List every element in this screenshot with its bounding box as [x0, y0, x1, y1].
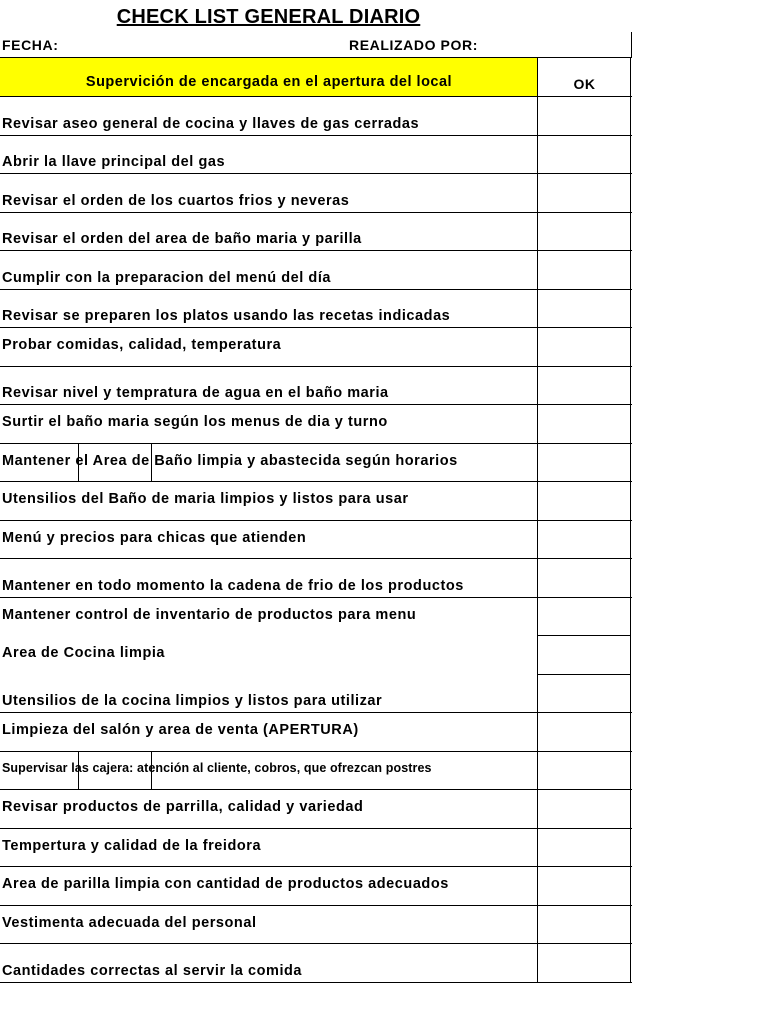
ok-checkbox-cell[interactable] — [538, 521, 631, 559]
table-row — [0, 97, 632, 136]
table-row — [0, 675, 632, 714]
ok-checkbox-cell[interactable] — [538, 174, 631, 212]
ok-checkbox-cell[interactable] — [538, 251, 631, 289]
task-text: Revisar el orden del area de baño maria y parilla — [2, 231, 362, 247]
ok-header-cell — [538, 58, 631, 96]
ok-checkbox-cell[interactable] — [538, 598, 631, 637]
task-text: Revisar aseo general de cocina y llaves de gas cerradas — [2, 115, 420, 132]
checklist-table — [0, 57, 632, 983]
task-text: Vestimenta adecuada del personal — [2, 914, 257, 931]
ok-checkbox-cell[interactable] — [538, 790, 631, 828]
task-text: Revisar se preparen los platos usando las recetas indicadas — [2, 308, 451, 324]
ok-checkbox-cell[interactable] — [538, 713, 631, 751]
table-row — [0, 944, 632, 983]
table-row — [0, 867, 632, 906]
ok-checkbox-cell[interactable] — [538, 636, 631, 675]
realizado-por-label: REALIZADO POR: — [349, 37, 478, 53]
task-text: Area de Cocina limpia — [2, 645, 166, 661]
table-row — [0, 136, 632, 175]
ok-checkbox-cell[interactable] — [538, 367, 631, 405]
ok-checkbox-cell[interactable] — [538, 675, 631, 713]
task-text: Limpieza del salón y area de venta (APERTURA) — [2, 722, 359, 738]
section-header: Supervición de encargada en el apertura del local — [85, 74, 453, 90]
task-text: Supervisar las cajera: atención al cliente, cobros, que ofrezcan postres — [2, 760, 432, 775]
task-text: Revisar productos de parrilla, calidad y variedad — [2, 799, 364, 815]
ok-checkbox-cell[interactable] — [538, 328, 631, 366]
ok-checkbox-cell[interactable] — [538, 213, 631, 251]
task-text: Menú y precios para chicas que atienden — [2, 529, 307, 546]
table-row — [0, 367, 632, 406]
ok-header: OK — [573, 76, 596, 92]
ok-checkbox-cell[interactable] — [538, 444, 631, 482]
ok-checkbox-cell[interactable] — [538, 867, 631, 905]
task-text: Revisar el orden de los cuartos frios y neveras — [2, 192, 350, 209]
ok-checkbox-cell[interactable] — [538, 944, 631, 982]
table-row — [0, 174, 632, 213]
table-row — [0, 790, 632, 829]
ok-checkbox-cell[interactable] — [538, 559, 631, 597]
ok-checkbox-cell[interactable] — [538, 906, 631, 944]
table-row — [0, 213, 632, 252]
task-text: Cumplir con la preparacion del menú del día — [2, 269, 332, 286]
fecha-label: FECHA: — [2, 37, 59, 53]
task-text: Mantener el Area de Baño limpia y abastecida según horarios — [2, 452, 458, 469]
table-row — [0, 829, 632, 868]
table-row — [0, 636, 632, 675]
table-row — [0, 444, 632, 483]
task-text: Area de parilla limpia con cantidad de productos adecuados — [2, 876, 449, 892]
table-row — [0, 598, 632, 637]
table-row — [0, 906, 632, 945]
table-row — [0, 251, 632, 290]
task-text: Surtir el baño maria según los menus de dia y turno — [2, 414, 388, 430]
task-text: Mantener control de inventario de productos para menu — [2, 606, 417, 623]
task-text: Tempertura y calidad de la freidora — [2, 837, 262, 854]
document-title: CHECK LIST GENERAL DIARIO — [116, 6, 421, 28]
ok-checkbox-cell[interactable] — [538, 405, 631, 443]
section-header-cell — [0, 58, 538, 96]
ok-checkbox-cell[interactable] — [538, 136, 631, 174]
task-text: Utensilios de la cocina limpios y listos para utilizar — [2, 693, 383, 709]
table-row — [0, 559, 632, 598]
table-row — [0, 713, 632, 752]
table-row — [0, 482, 632, 521]
task-text: Cantidades correctas al servir la comida — [2, 962, 303, 979]
ok-checkbox-cell[interactable] — [538, 97, 631, 135]
task-text: Revisar nivel y tempratura de agua en el baño maria — [2, 385, 389, 401]
table-row — [0, 328, 632, 367]
ok-checkbox-cell[interactable] — [538, 290, 631, 328]
ok-checkbox-cell[interactable] — [538, 482, 631, 520]
task-text: Abrir la llave principal del gas — [2, 154, 226, 170]
task-text: Probar comidas, calidad, temperatura — [2, 337, 282, 353]
table-row — [0, 521, 632, 560]
header-row — [0, 58, 632, 97]
top-border-line — [631, 32, 632, 57]
ok-checkbox-cell[interactable] — [538, 752, 631, 790]
task-text: Mantener en todo momento la cadena de frio de los productos — [2, 577, 464, 594]
ok-checkbox-cell[interactable] — [538, 829, 631, 867]
table-row — [0, 405, 632, 444]
table-row — [0, 290, 632, 329]
table-row — [0, 752, 632, 791]
task-text: Utensilios del Baño de maria limpios y listos para usar — [2, 491, 409, 507]
